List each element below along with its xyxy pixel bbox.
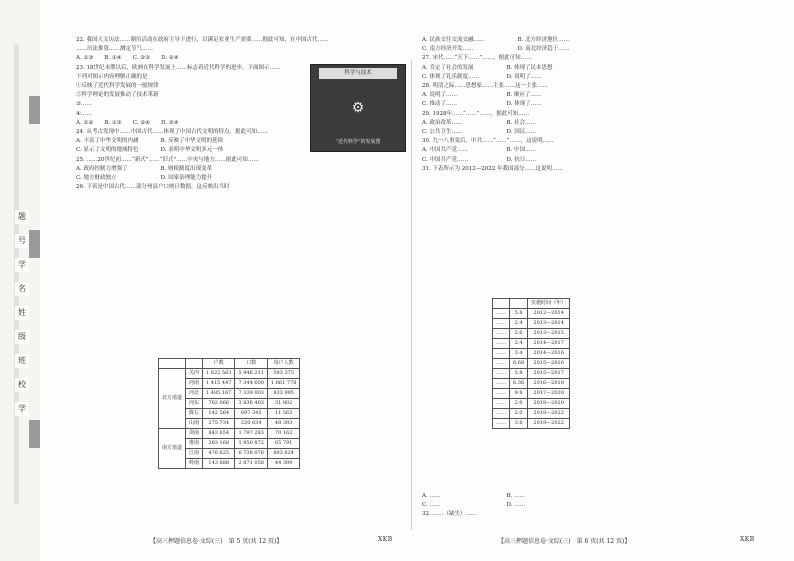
table-cell: 关内: [186, 369, 203, 379]
table-header-row: [159, 359, 300, 369]
table-cell: 3 836 403: [235, 399, 267, 409]
table-cell: 11 562: [267, 409, 299, 419]
vertical-label: 题: [15, 210, 29, 224]
question-23-item-3: ③……: [76, 101, 92, 108]
table-row: [159, 369, 300, 379]
table-cell: ……: [493, 419, 510, 429]
table-cell: ……: [493, 329, 510, 339]
table-cell: 2013—2015: [528, 329, 570, 339]
table-cell: 2015—2017: [528, 369, 570, 379]
table-cell: 岭南: [186, 459, 203, 469]
table-cell: 702 066: [203, 399, 235, 409]
question-29: 29. 1928年……“……”……，据此可知……: [422, 110, 530, 117]
table-header-row: [493, 299, 570, 309]
table-cell: ……: [493, 349, 510, 359]
vertical-label: 姓: [15, 306, 29, 320]
table-row: [493, 409, 570, 419]
vertical-label: 号: [15, 234, 29, 248]
vertical-label: 名: [15, 282, 29, 296]
table-cell: 1 797 283: [235, 429, 267, 439]
table-cell: 7 339 003: [235, 389, 267, 399]
question-27-options-cd: C. 体现了礼乐制度…… D. 说明了……: [422, 73, 542, 80]
table-cell: 2014—2016: [528, 349, 570, 359]
table-cell: 48 393: [267, 419, 299, 429]
table-cell: 1 822 563: [203, 369, 235, 379]
question-31: 31. 下表所示为 2012—2022 年我国部分……这说明……: [422, 165, 563, 172]
table-cell: 142 564: [203, 409, 235, 419]
question-28-options-cd: C. 推动了…… D. 体现了……: [422, 101, 542, 108]
vertical-label: 学: [15, 258, 29, 272]
table-cell: 5 946 211: [235, 369, 267, 379]
question-22: 22. 我国天文历法……制历活动在政府主导下进行，以满足农业生产需要……据此可知，在中国古代……: [76, 37, 329, 43]
binding-hole: [29, 420, 40, 448]
table-cell: ……: [493, 409, 510, 419]
right-page: [422, 36, 767, 174]
figure-caption: “近代科学”的发展图: [335, 139, 381, 146]
table-cell: ……: [493, 309, 510, 319]
table-header: [186, 359, 203, 369]
table-cell: 143 688: [203, 459, 235, 469]
table-row: [493, 399, 570, 409]
question-27-options-ab: A. 肯定了社会的发展 B. 体现了民本思想: [422, 64, 553, 71]
table-cell: 2017—2020: [528, 389, 570, 399]
table-cell: 476 625: [203, 449, 235, 459]
table-row: [493, 329, 570, 339]
question-28: 28. 明清之际……思想家……主张……这一主张……: [422, 83, 548, 90]
question-32: 32. ……（缺失）……: [422, 511, 477, 518]
table-cell: 31 802: [267, 399, 299, 409]
table-cell: 833 995: [267, 389, 299, 399]
table-cell: 65 791: [267, 439, 299, 449]
table-cell: 2.4: [510, 319, 528, 329]
question-25: 25. ……20世纪初……“新式”……“旧式”……中央与地方……据此可知……: [76, 156, 259, 163]
table-cell: 淮南: [186, 439, 203, 449]
table-cell: 2016—2018: [528, 379, 570, 389]
table-cell: 2.4: [510, 339, 528, 349]
population-table: [158, 358, 300, 469]
table-header: 口数: [235, 359, 267, 369]
table-cell: ……: [493, 389, 510, 399]
question-25-options-ab: A. 政府控制力增强了 B. 财税制度出现变革: [76, 165, 213, 172]
page-divider: [411, 60, 412, 530]
question-24: 24. 从考古发现中……中国古代……体现了中国古代文明的特点。据此可知……: [76, 129, 268, 136]
table-cell: 220 034: [235, 419, 267, 429]
table-cell: 2012—2014: [528, 309, 570, 319]
question-23-item-1: ①反映了近代科学发展的一般规律: [76, 83, 159, 90]
question-24-options-ab: A. 丰富了中华文明的内涵 B. 反映了中华文明的延续: [76, 138, 224, 145]
table-cell: 2015—2016: [528, 359, 570, 369]
table-cell: 697 345: [235, 409, 267, 419]
publisher-code-right: XKB: [740, 536, 755, 543]
question-24-options-cd: C. 显示了文明的地域特色 D. 表明中华文明多元一体: [76, 147, 224, 154]
table-cell: 803 624: [267, 449, 299, 459]
table-cell: 6.68: [510, 359, 528, 369]
table-cell: 2018—2022: [528, 409, 570, 419]
publisher-code-left: XKB: [378, 536, 393, 543]
table-cell: ……: [493, 319, 510, 329]
table-row: [493, 359, 570, 369]
question-27: 27. 宋代……“天下……”……，据此可知……: [422, 55, 532, 62]
question-22-body: ……历法推算……测定节气……: [76, 46, 154, 53]
table-row: [493, 349, 570, 359]
question-31-options-ab: A. …… B. ……: [422, 493, 526, 499]
table-cell: 44 399: [267, 459, 299, 469]
vertical-label: 班: [15, 354, 29, 368]
table-cell: ……: [493, 339, 510, 349]
figure-illustration-icon: ⚙: [351, 100, 365, 116]
table-cell: 陇右: [186, 409, 203, 419]
table-cell: 393 168: [203, 439, 235, 449]
question-22-options: A. ①③ B. ①④ C. ②③ D. ②④: [76, 55, 179, 62]
right-page-tail: [422, 492, 767, 520]
table-header: 每户人数: [267, 359, 299, 369]
question-25-options-cd: C. 地方财政独立 D. 国家治理能力提升: [76, 175, 213, 182]
table-cell: 3.4: [510, 349, 528, 359]
table-cell: 9.8: [510, 389, 528, 399]
table-header: 实施时间（年）: [528, 299, 570, 309]
page-footer-right: 【高三押题信息卷·文综(三) 第 6 页(共 12 页)】: [498, 538, 631, 545]
table-row: [493, 379, 570, 389]
question-29-options-cd: C. 公共卫生…… D. 国民……: [422, 129, 537, 136]
table-cell: 1 485 167: [203, 389, 235, 399]
binding-hole: [29, 230, 40, 258]
table-cell: 2014—2017: [528, 339, 570, 349]
table-cell: 6.36: [510, 379, 528, 389]
question-23: 23. 18世纪末期以后，欧洲在科学发展上……标志着近代科学的进步，下面图示……: [76, 64, 281, 71]
table-cell: 2.0: [510, 399, 528, 409]
table-cell: 1 950 872: [235, 439, 267, 449]
table-header: [510, 299, 528, 309]
question-30: 30. 九一八事变后，中共……“……”……，这说明……: [422, 138, 554, 145]
table-header: [159, 359, 186, 369]
table-header: 户数: [203, 359, 235, 369]
question-31-options-cd: C. …… D. ……: [422, 502, 526, 509]
table-cell: 河东: [186, 399, 203, 409]
table-cell: ……: [493, 399, 510, 409]
vertical-label: 校: [15, 378, 29, 392]
table-cell: 5.8: [510, 309, 528, 319]
project-table: [492, 298, 570, 429]
table-cell: 1 415 447: [203, 379, 235, 389]
question-29-options-ab: A. 政治改革…… B. 社会……: [422, 119, 537, 126]
table-row: [493, 339, 570, 349]
question-23-item-4: ④……: [76, 110, 92, 117]
table-cell: 江南: [186, 449, 203, 459]
question-28-options-ab: A. 说明了…… B. 顺应了……: [422, 92, 542, 99]
binding-hole: [29, 96, 40, 124]
table-cell: 843 654: [203, 429, 235, 439]
table-cell: 275 734: [203, 419, 235, 429]
table-cell: ……: [493, 369, 510, 379]
question-23-options: A. ①② B. ①③ C. ②④ D. ③④: [76, 119, 179, 126]
table-cell: 剑南: [186, 429, 203, 439]
question-26-options-ab: A. 民族交往交流交融…… B. 北方经济地位……: [422, 37, 570, 43]
table-cell: 70 162: [267, 429, 299, 439]
table-cell: 河北: [186, 389, 203, 399]
table-cell: ……: [493, 379, 510, 389]
vertical-label: 学: [15, 402, 29, 416]
table-cell: 山南: [186, 419, 203, 429]
table-cell: 2019—2022: [528, 419, 570, 429]
question-23-prompt: 下列对图示内容理解正确的是: [76, 73, 148, 80]
table-cell: 3.6: [510, 419, 528, 429]
table-group-label: 北方诸道: [159, 369, 186, 429]
table-cell: ……: [493, 359, 510, 369]
table-cell: 1 661 778: [267, 379, 299, 389]
figure-title: 科学与技术: [319, 68, 397, 79]
question-23-item-2: ②科学理论的发展推动了技术革新: [76, 92, 159, 99]
table-row: [159, 429, 300, 439]
table-cell: 593 375: [267, 369, 299, 379]
table-header: [493, 299, 510, 309]
table-cell: 2018—2020: [528, 399, 570, 409]
table-row: [493, 389, 570, 399]
science-figure: [310, 64, 406, 152]
table-cell: 5.8: [510, 369, 528, 379]
question-30-options-cd: C. 中国共产党…… D. 抗日……: [422, 156, 537, 163]
table-cell: 2.6: [510, 329, 528, 339]
table-cell: 2 871 058: [235, 459, 267, 469]
table-cell: 2013—2014: [528, 319, 570, 329]
table-cell: 6 738 076: [235, 449, 267, 459]
binding-line: [14, 44, 19, 504]
page-footer-left: 【高三押题信息卷·文综(三) 第 5 页(共 12 页)】: [150, 538, 283, 545]
left-page: [76, 36, 406, 192]
table-cell: 7 344 600: [235, 379, 267, 389]
table-row: [493, 369, 570, 379]
table-row: [493, 319, 570, 329]
question-30-options-ab: A. 中国共产党…… B. 中国……: [422, 147, 537, 154]
table-row: [493, 309, 570, 319]
vertical-label: 级: [15, 330, 29, 344]
table-group-label: 南方诸道: [159, 429, 186, 469]
question-26-options-cd: C. 南方经济开发…… D. 南北经济趋于……: [422, 46, 570, 53]
table-cell: 2.0: [510, 409, 528, 419]
table-cell: 河南: [186, 379, 203, 389]
binding-margin: [0, 0, 40, 561]
table-row: [493, 419, 570, 429]
question-26: 26. 下表是中国古代……部分州县户口统计数据，这反映出当时: [76, 184, 230, 191]
